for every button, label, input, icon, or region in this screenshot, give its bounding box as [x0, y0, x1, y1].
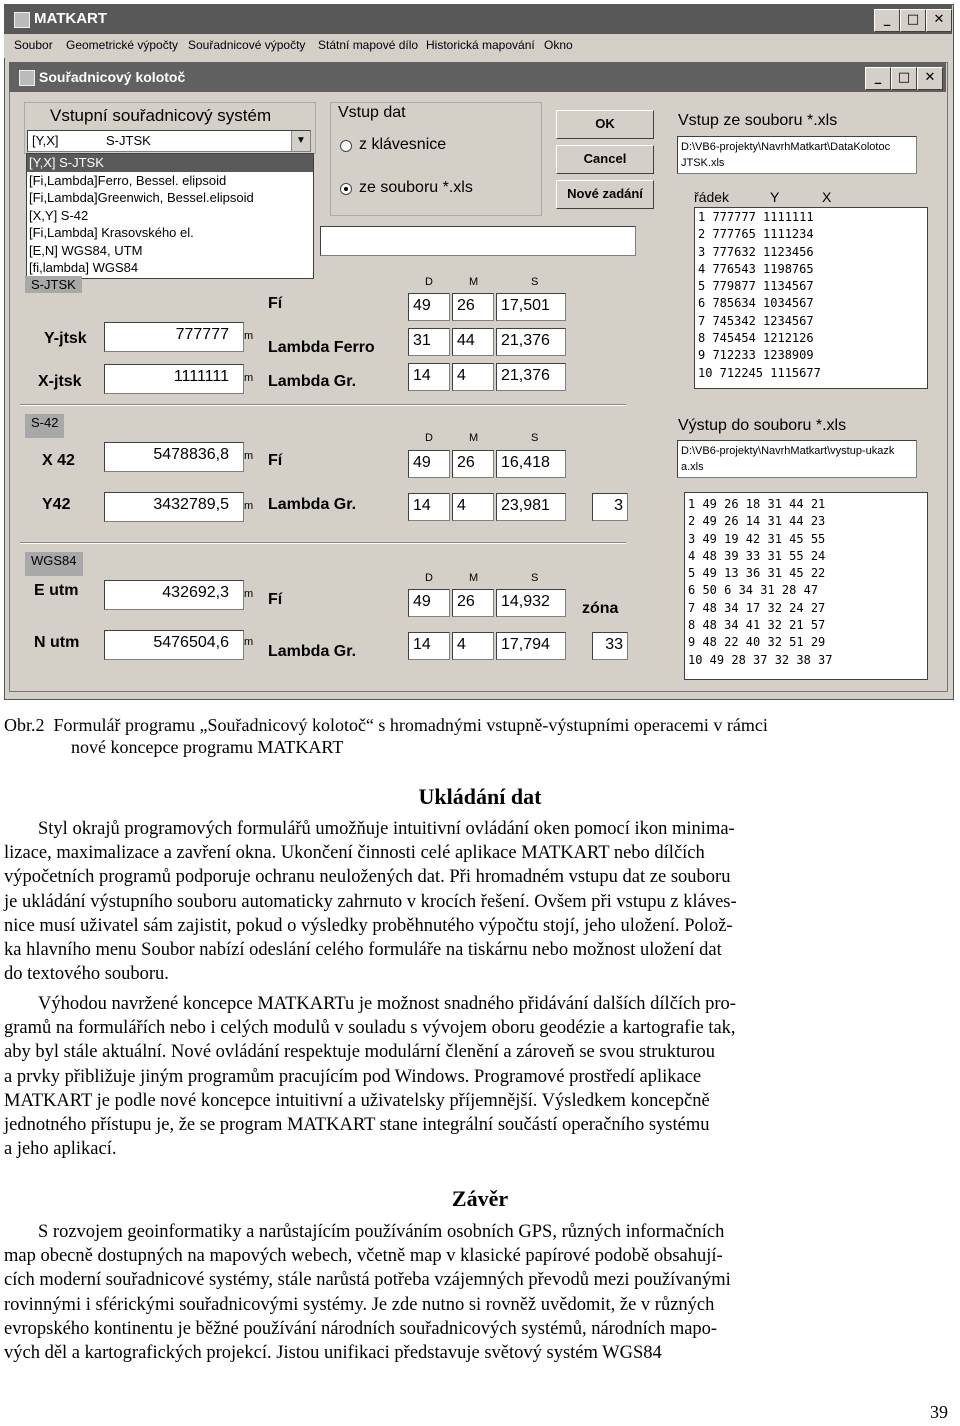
file-out-list[interactable]: [684, 492, 928, 680]
app-icon: [14, 12, 30, 28]
list-item[interactable]: 7 745342 1234567: [698, 313, 814, 328]
sjtsk-lg-m[interactable]: 4: [452, 363, 494, 391]
wgs84-tag: WGS84: [25, 552, 83, 576]
paragraph-2: [4, 992, 956, 1161]
dropdown-option[interactable]: [fi,lambda] WGS84: [29, 260, 139, 275]
list-item[interactable]: 3 777632 1123456: [698, 244, 814, 259]
dms-header-s: S: [531, 276, 539, 288]
dms-header-m: M: [469, 276, 479, 288]
radio-file[interactable]: [340, 183, 352, 195]
s42-x-label: X 42: [42, 452, 75, 469]
dropdown-option[interactable]: [E,N] WGS84, UTM: [29, 242, 143, 258]
list-item[interactable]: 2 49 26 14 31 44 23: [688, 514, 826, 529]
wgs84-lg-s[interactable]: 17,794: [496, 632, 566, 660]
menu-souradnicove[interactable]: Souřadnicové výpočty: [188, 38, 306, 52]
list-item[interactable]: 1 49 26 18 31 44 21: [688, 497, 826, 511]
paragraph-3: [4, 1220, 956, 1365]
s42-lg-m[interactable]: 4: [452, 493, 494, 521]
menubar: [4, 34, 952, 58]
dms-header-s: S: [531, 572, 539, 584]
text-line: Styl okrajů programových formulářů umožňuje intuitivní ovládání oken pomocí ikon minima-: [38, 819, 735, 839]
list-item[interactable]: 10 712245 1115677: [698, 365, 821, 380]
dialog-maximize-icon[interactable]: □: [891, 67, 917, 90]
s42-lg-s[interactable]: 23,981: [496, 493, 566, 521]
figure-caption: [4, 714, 956, 758]
text-line: lizace, maximalizace a zavření okna. Ukončení činnosti celé aplikace MATKART nebo dílčích: [4, 843, 705, 864]
wgs84-n-unit: m: [244, 636, 254, 648]
text-line: S rozvojem geoinformatiky a narůstajícím používáním osobních GPS, různých informačních: [38, 1222, 725, 1242]
wgs84-n-label: N utm: [34, 634, 80, 651]
dialog-close-icon[interactable]: ✕: [917, 67, 943, 90]
s42-x-unit: m: [244, 450, 254, 462]
input-system-dropdown: [26, 153, 314, 279]
sjtsk-lf-s[interactable]: 21,376: [496, 328, 566, 356]
list-item[interactable]: 1 777777 1111111: [698, 210, 814, 224]
window-titlebar: [4, 4, 952, 34]
file-out-path[interactable]: D:\VB6-projekty\NavrhMatkart\vystup-ukazk a.xls: [677, 440, 917, 478]
dialog-title: Souřadnicový kolotoč: [39, 69, 186, 85]
caption-prefix: Obr.: [4, 715, 36, 735]
file-in-label: Vstup ze souboru *.xls: [678, 112, 838, 129]
dialog-icon: [19, 70, 35, 86]
col-header-x: X: [822, 189, 832, 205]
wgs84-e-unit: m: [244, 588, 254, 600]
s42-fi-s[interactable]: 16,418: [496, 450, 566, 478]
sjtsk-lf-m[interactable]: 44: [452, 328, 494, 356]
col-header-y: Y: [770, 189, 780, 205]
s42-x-input[interactable]: 5478836,8: [104, 442, 244, 472]
dms-header-s: S: [531, 432, 539, 444]
s42-y-unit: m: [244, 500, 254, 512]
text-line: jednotného přístupu je, že se program MATKART stane integrální součástí operačního systému: [4, 1115, 710, 1136]
wgs84-fi-label: Fí: [268, 591, 283, 608]
list-item[interactable]: 10 49 28 37 32 38 37: [688, 652, 833, 667]
input-system-label: Vstupní souřadnicový systém: [50, 106, 272, 125]
sjtsk-lg-d[interactable]: 14: [408, 363, 450, 391]
heading-ukladani: Ukládání dat: [418, 784, 542, 809]
sjtsk-fi-m[interactable]: 26: [452, 293, 494, 321]
maximize-icon[interactable]: □: [900, 9, 926, 32]
sjtsk-lg-s[interactable]: 21,376: [496, 363, 566, 391]
dms-header-m: M: [469, 572, 479, 584]
text-line: nice musí uživatel sám zajistit, pokud o výsledky proběhnutého výpočtu stojí, jeho uložení. Polož-: [4, 915, 733, 936]
s42-fi-m[interactable]: 26: [452, 450, 494, 478]
s42-tag: S-42: [25, 414, 64, 438]
paragraph-1: [4, 817, 956, 986]
sjtsk-y-label: Y-jtsk: [44, 330, 87, 347]
s42-lg-label: Lambda Gr.: [268, 496, 357, 513]
sjtsk-y-input[interactable]: 777777: [104, 322, 244, 352]
s42-fi-d[interactable]: 49: [408, 450, 450, 478]
ok-button[interactable]: OK: [556, 110, 654, 139]
dms-header-m: M: [469, 432, 479, 444]
wgs84-lg-m[interactable]: 4: [452, 632, 494, 660]
menu-historicka[interactable]: Historická mapování: [426, 38, 535, 52]
text-line: aby byl stále aktuální. Nové ovládání respektuje modulární členění a zároveň se svou strukturou: [4, 1042, 716, 1063]
divider: [20, 542, 626, 544]
text-line: cích moderní souřadnicové systémy, stále narůstá potřeba vzájemných převodů mezi používanými: [4, 1270, 731, 1291]
s42-zone-input[interactable]: 3: [592, 493, 628, 521]
sjtsk-x-input[interactable]: 1111111: [104, 364, 244, 394]
minimize-icon[interactable]: _: [874, 9, 900, 32]
text-line: je ukládání výstupního souboru automaticky zahrnuto v krocích řešení. Ovšem při vstupu z kláves-: [4, 891, 737, 912]
dms-header-d: D: [425, 432, 433, 444]
caption-line-2: nové koncepce programu MATKART: [71, 737, 344, 757]
wgs84-fi-m[interactable]: 26: [452, 589, 494, 617]
radio-keyboard[interactable]: [340, 140, 352, 152]
list-item[interactable]: 4 48 39 33 31 55 24: [688, 548, 826, 563]
list-item[interactable]: 3 49 19 42 31 45 55: [688, 531, 826, 546]
text-line: rovinnými i sférickými souřadnicovými systémy. Je zde nutno si rovněž uvědomit, že v různých: [4, 1294, 715, 1315]
list-item[interactable]: 5 779877 1134567: [698, 279, 814, 294]
dropdown-option[interactable]: [Fi,Lambda]Greenwich, Bessel.elipsoid: [29, 190, 254, 205]
status-field: [320, 226, 636, 256]
sjtsk-fi-d[interactable]: 49: [408, 293, 450, 321]
chevron-down-icon[interactable]: ▼: [291, 131, 310, 151]
sjtsk-tag: S-JTSK: [25, 276, 82, 293]
text-line: ka hlavního menu Soubor nabízí odeslání celého formuláře na tiskárnu nebo možnost uložení dat: [4, 940, 722, 961]
file-in-path[interactable]: D:\VB6-projekty\NavrhMatkart\DataKolotoc JTSK.xls: [677, 136, 917, 174]
s42-y-input[interactable]: 3432789,5: [104, 492, 244, 522]
dropdown-option[interactable]: [Fi,Lambda]Ferro, Bessel. elipsoid: [29, 172, 227, 188]
sjtsk-lg-label: Lambda Gr.: [268, 373, 357, 390]
page-number: 39: [930, 1402, 948, 1422]
input-system-select[interactable]: [27, 130, 311, 152]
sjtsk-lf-d[interactable]: 31: [408, 328, 450, 356]
list-item[interactable]: 8 745454 1212126: [698, 331, 814, 346]
wgs84-fi-s[interactable]: 14,932: [496, 589, 566, 617]
list-item[interactable]: 6 785634 1034567: [698, 296, 814, 311]
sjtsk-y-unit: m: [244, 330, 254, 342]
menu-statni[interactable]: Státní mapové dílo: [318, 38, 419, 52]
sjtsk-x-label: X-jtsk: [38, 373, 82, 390]
dropdown-option[interactable]: [Fi,Lambda] Krasovského el.: [29, 225, 194, 240]
wgs84-e-label: E utm: [34, 582, 79, 599]
list-item[interactable]: 9 712233 1238909: [698, 348, 814, 363]
radio-file-label: ze souboru *.xls: [359, 179, 473, 196]
text-line: vých děl a kartografických projekcí. Jistou unifikaci představuje světový systém WGS84: [4, 1343, 662, 1364]
text-line: gramů na formulářích nebo i celých modulů v souladu s vývojem oboru geodézie a kartografie tak,: [4, 1018, 736, 1039]
list-item[interactable]: 8 48 34 41 32 21 57: [688, 618, 826, 633]
dropdown-option[interactable]: [X,Y] S-42: [29, 207, 89, 223]
cancel-button[interactable]: Cancel: [556, 145, 654, 174]
wgs84-e-input[interactable]: 432692,3: [104, 580, 244, 610]
radio-keyboard-label: z klávesnice: [359, 136, 447, 153]
col-header-row: řádek: [694, 189, 730, 205]
dialog-minimize-icon[interactable]: _: [865, 67, 891, 90]
list-item[interactable]: 6 50 6 34 31 28 47: [688, 583, 819, 598]
dms-header-d: D: [425, 276, 433, 288]
sjtsk-lf-label: Lambda Ferro: [268, 339, 375, 356]
sjtsk-fi-label: Fí: [268, 295, 283, 312]
s42-y-label: Y42: [42, 496, 71, 513]
list-item[interactable]: 4 776543 1198765: [698, 261, 814, 276]
wgs84-zone-input[interactable]: 33: [592, 632, 628, 660]
dms-header-d: D: [425, 572, 433, 584]
window-title: MATKART: [34, 10, 108, 27]
wgs84-lg-label: Lambda Gr.: [268, 643, 357, 660]
s42-fi-label: Fí: [268, 452, 283, 469]
list-item[interactable]: 5 49 13 36 31 45 22: [688, 566, 826, 581]
text-line: do textového souboru.: [4, 964, 169, 985]
wgs84-fi-d[interactable]: 49: [408, 589, 450, 617]
wgs84-n-input[interactable]: 5476504,6: [104, 630, 244, 660]
text-line: MATKART je podle nové koncepce intuitivní a uživatelsky příjemnější. Výsledkem koncepčně: [4, 1090, 710, 1111]
text-line: a jeho aplikací.: [4, 1139, 117, 1160]
menu-okno[interactable]: Okno: [544, 38, 573, 52]
select-name: S-JTSK: [106, 133, 151, 148]
wgs84-zone-label: zóna: [582, 600, 619, 617]
close-icon[interactable]: ✕: [926, 9, 952, 32]
wgs84-lg-d[interactable]: 14: [408, 632, 450, 660]
divider: [20, 404, 626, 406]
dialog-titlebar: [9, 62, 946, 92]
s42-lg-d[interactable]: 14: [408, 493, 450, 521]
text-line: map obecně dostupných na mapových webech, včetně map v klasické papírové podobě obsahují-: [4, 1246, 723, 1267]
text-line: a prvky přibližuje jiným programům pracujícím pod Windows. Programové prostředí aplikace: [4, 1066, 702, 1087]
text-line: evropského kontinentu je běžné používání národních souřadnicových systémů, národních mapo-: [4, 1318, 718, 1339]
select-code: [Y,X]: [32, 133, 59, 148]
input-data-label: Vstup dat: [338, 104, 406, 121]
list-item[interactable]: 7 48 34 17 32 24 27: [688, 600, 826, 615]
list-item[interactable]: 9 48 22 40 32 51 29: [688, 635, 826, 650]
caption-line-1: Formulář programu „Souřadnicový kolotoč“ s hromadnými vstupně-výstupními operacemi v rámci: [53, 715, 768, 735]
text-line: výpočetních programů podporuje ochranu neuložených dat. Při hromadném vstupu dat ze souboru: [4, 867, 731, 888]
new-input-button[interactable]: Nové zadání: [556, 180, 654, 209]
menu-soubor[interactable]: Soubor: [14, 38, 53, 52]
heading-zaver: Závěr: [451, 1186, 509, 1211]
caption-num: 2: [35, 715, 45, 735]
file-in-list[interactable]: [694, 207, 928, 389]
list-item[interactable]: 2 777765 1111234: [698, 227, 814, 242]
sjtsk-x-unit: m: [244, 372, 254, 384]
file-out-label: Výstup do souboru *.xls: [678, 417, 847, 434]
menu-geometricke[interactable]: Geometrické výpočty: [66, 38, 179, 52]
sjtsk-fi-s[interactable]: 17,501: [496, 293, 566, 321]
text-line: Výhodou navržené koncepce MATKARTu je možnost snadného přidávání dalších dílčích pro-: [38, 994, 736, 1014]
dropdown-option[interactable]: [Y,X] S-JTSK: [27, 154, 313, 172]
